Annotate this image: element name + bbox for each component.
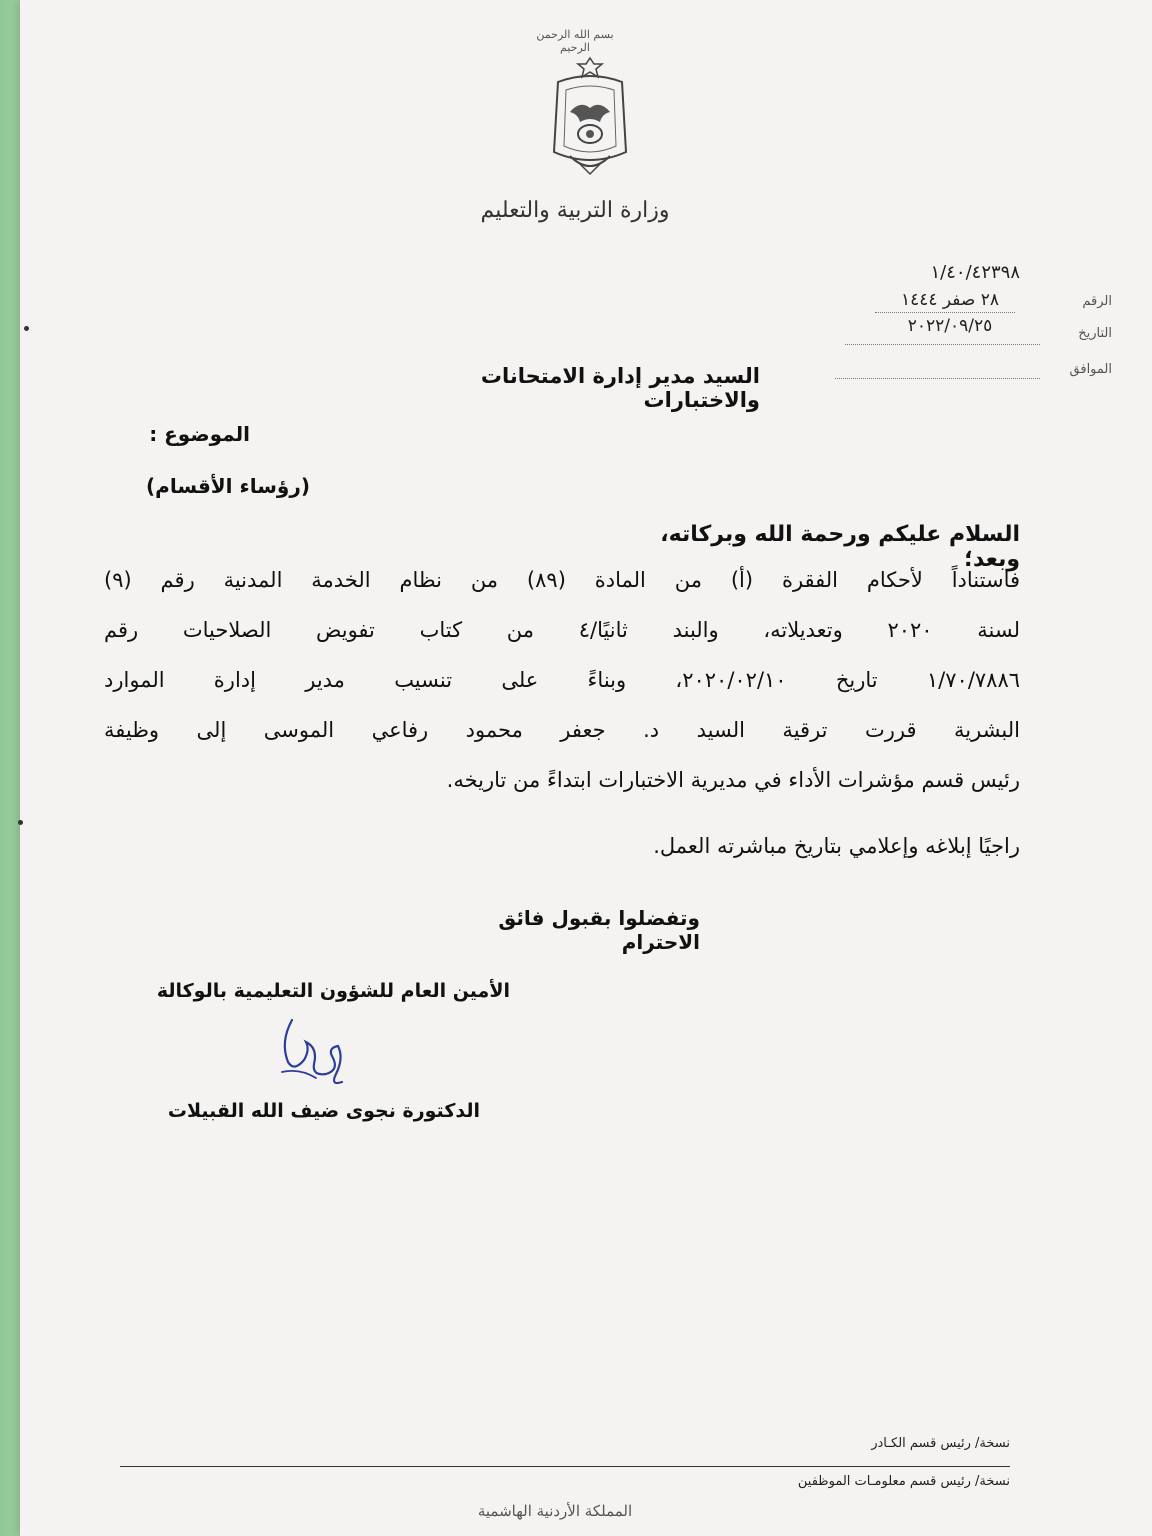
signatory-name: الدكتورة نجوى ضيف الله القبيلات — [167, 1100, 480, 1122]
request-line: راجيًا إبلاغه وإعلامي بتاريخ مباشرته العمل. — [653, 834, 1020, 858]
copy-recipient: نسخة/ رئيس قسم معلومـات الموظفين — [797, 1474, 1010, 1489]
hole-punch-mark — [18, 820, 23, 825]
hijri-date: ٢٨ صفر ١٤٤٤ — [900, 290, 1000, 310]
body-line: ١/٧٠/٧٨٨٦ تاريخ ٢٠٢٠/٠٢/١٠، وبناءً على تنسيب مدير إدارة الموارد — [104, 668, 1021, 692]
signatory-title: الأمين العام للشؤون التعليمية بالوكالة — [156, 980, 510, 1002]
hole-punch-mark — [24, 326, 29, 331]
footer-divider — [120, 1466, 1010, 1467]
date-label: التاريخ — [1078, 326, 1112, 341]
gregorian-date: ٢٠٢٢/٠٩/٢٥ — [907, 316, 993, 336]
letter-page — [20, 0, 1152, 1536]
subject-value: (رؤساء الأقسام) — [146, 474, 310, 498]
agreed-label: الموافق — [1069, 362, 1112, 377]
agreed-field-line — [835, 378, 1040, 379]
footer-country: المملكة الأردنية الهاشمية — [477, 1502, 633, 1520]
closing-line: وتفضلوا بقبول فائق الاحترام — [498, 906, 700, 954]
reference-number: ١/٤٠/٤٢٣٩٨ — [930, 262, 1020, 283]
body-line: رئيس قسم مؤشرات الأداء في مديرية الاختبارات ابتداءً من تاريخه. — [446, 768, 1020, 792]
greeting: السلام عليكم ورحمة الله وبركاته، وبعد؛ — [660, 522, 1020, 572]
number-label: الرقم — [1082, 294, 1112, 309]
coat-of-arms-emblem — [540, 52, 640, 182]
handwritten-signature — [270, 1012, 360, 1092]
subject-label: الموضوع : — [149, 422, 250, 446]
copy-recipient: نسخة/ رئيس قسم الكـادر — [871, 1436, 1010, 1451]
addressee-heading: السيد مدير إدارة الامتحانات والاختبارات — [480, 364, 760, 412]
body-line: البشرية قررت ترقية السيد د. جعفر محمود رفاعي الموسى إلى وظيفة — [104, 718, 1020, 742]
body-line: فاستناداً لأحكام الفقرة (أ) من المادة (٨٩) من نظام الخدمة المدنية رقم (٩) — [104, 568, 1020, 592]
date-field-line — [845, 344, 1040, 345]
body-line: لسنة ٢٠٢٠ وتعديلاته، والبند ثانيًا/٤ من كتاب تفويض الصلاحيات رقم — [104, 618, 1020, 642]
ministry-name: وزارة التربية والتعليم — [480, 198, 670, 223]
number-field-line — [875, 312, 1015, 313]
basmala-header: بسم الله الرحمن الرحيم — [536, 28, 614, 54]
